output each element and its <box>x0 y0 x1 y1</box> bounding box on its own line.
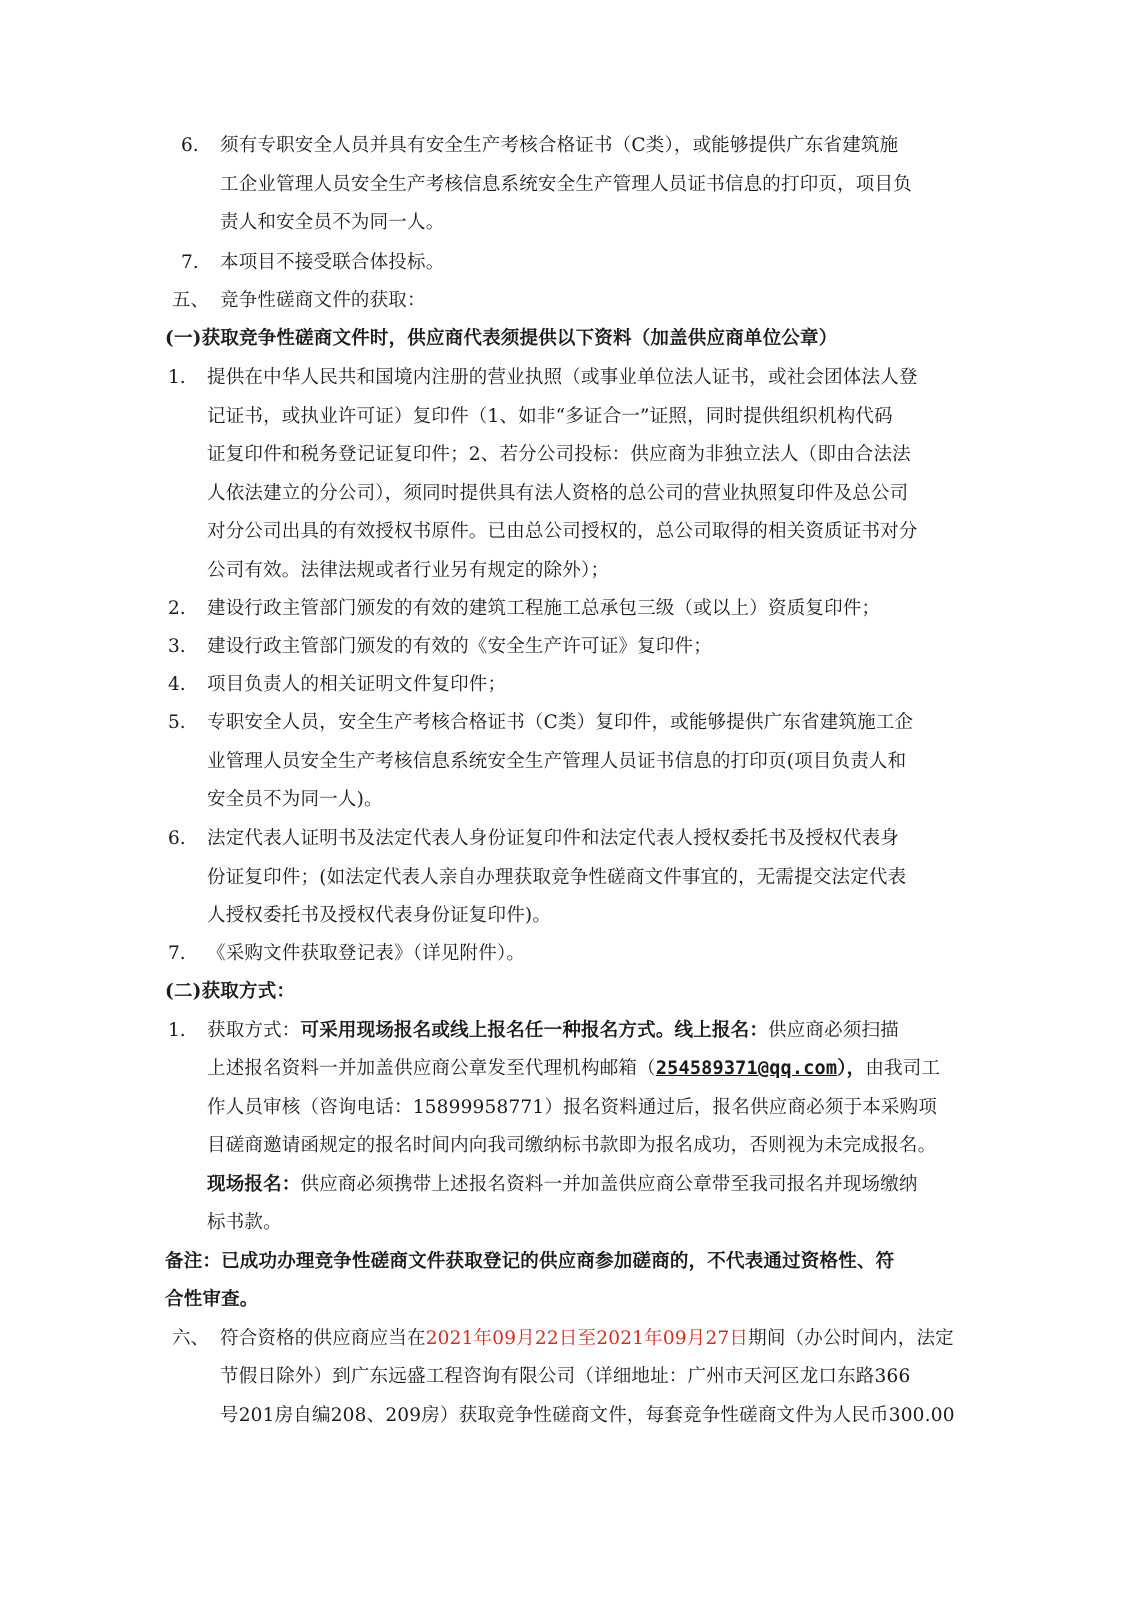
list-item-line: 安全员不为同一人)。 <box>207 789 383 810</box>
list-item-number: 4. <box>168 674 186 695</box>
onsite-label: 现场报名： <box>207 1174 301 1195</box>
method-text: 上述报名资料一并加盖供应商公章发至代理机构邮箱（ <box>207 1058 656 1079</box>
method-line <box>207 1056 940 1082</box>
list-item-number: 2. <box>168 598 186 619</box>
list-item-line: 人授权委托书及授权代表身份证复印件)。 <box>207 905 552 926</box>
list-item-line: 份证复印件；(如法定代表人亲自办理获取竞争性磋商文件事宜的，无需提交法定代表 <box>207 867 907 888</box>
list-item-number: 7. <box>168 943 186 964</box>
method-line <box>207 1018 899 1044</box>
paragraph-text: 期间（办公时间内，法定 <box>748 1328 954 1349</box>
subsection-heading: (一)获取竞争性磋商文件时，供应商代表须提供以下资料（加盖供应商单位公章） <box>165 328 838 349</box>
list-item-number: 1. <box>168 1020 186 1041</box>
paragraph-line: 须有专职安全人员并具有安全生产考核合格证书（C类），或能够提供广东省建筑施 <box>220 135 899 156</box>
list-item-line: 人依法建立的分公司），须同时提供具有法人资格的总公司的营业执照复印件及总公司 <box>207 483 909 504</box>
subsection-heading: (二)获取方式： <box>165 981 296 1002</box>
list-item-line: 公司有效。法律法规或者行业另有规定的除外）； <box>207 560 610 581</box>
date-range: 2021年09月22日至2021年09月27日 <box>425 1328 749 1349</box>
list-item-line: 建设行政主管部门颁发的有效的建筑工程施工总承包三级（或以上）资质复印件； <box>207 598 881 619</box>
list-item-line: 对分公司出具的有效授权书原件。已由总公司授权的，总公司取得的相关资质证书对分 <box>207 521 918 542</box>
list-item-line: 记证书，或执业许可证）复印件（1、如非“多证合一”证照，同时提供组织机构代码 <box>207 406 893 427</box>
list-item-line: 证复印件和税务登记证复印件；2、若分公司投标：供应商为非独立法人（即由合法法 <box>207 444 911 465</box>
list-item-number: 1. <box>168 367 186 388</box>
section-heading: 竞争性磋商文件的获取： <box>220 290 426 311</box>
method-line <box>207 1172 918 1198</box>
list-item-line: 《采购文件获取登记表》（详见附件）。 <box>207 943 526 964</box>
list-item-line: 业管理人员安全生产考核信息系统安全生产管理人员证书信息的打印页(项目负责人和 <box>207 751 907 772</box>
list-item-line: 项目负责人的相关证明文件复印件； <box>207 674 507 695</box>
method-line: 标书款。 <box>207 1212 282 1233</box>
item-number: 6. <box>181 135 199 156</box>
paragraph-line: 责人和安全员不为同一人。 <box>220 212 445 233</box>
email-link[interactable]: 254589371@qq.com <box>655 1058 838 1079</box>
paragraph-text: 符合资格的供应商应当在 <box>220 1328 426 1349</box>
list-item-line: 建设行政主管部门颁发的有效的《安全生产许可证》复印件； <box>207 636 712 657</box>
list-item-line: 法定代表人证明书及法定代表人身份证复印件和法定代表人授权委托书及授权代表身 <box>207 828 899 849</box>
method-bold-text: 可采用现场报名或线上报名任一种报名方式。线上报名： <box>300 1020 769 1041</box>
method-line: 作人员审核（咨询电话：15899958771）报名资料通过后，报名供应商必须于本采购项 <box>207 1097 938 1118</box>
list-item-number: 3. <box>168 636 186 657</box>
paragraph-line: 本项目不接受联合体投标。 <box>220 252 445 273</box>
method-text: 供应商必须携带上述报名资料一并加盖供应商公章带至我司报名并现场缴纳 <box>300 1174 918 1195</box>
note-line: 备注：已成功办理竞争性磋商文件获取登记的供应商参加磋商的，不代表通过资格性、符 <box>165 1251 895 1272</box>
paragraph-line <box>220 1326 954 1352</box>
method-label: 获取方式： <box>207 1020 301 1041</box>
item-number: 7. <box>181 252 199 273</box>
method-text: 由我司工 <box>865 1058 941 1079</box>
list-item-number: 6. <box>168 828 186 849</box>
paragraph-line: 节假日除外）到广东远盛工程咨询有限公司（详细地址：广州市天河区龙口东路366 <box>220 1366 911 1387</box>
method-text: 供应商必须扫描 <box>768 1020 899 1041</box>
method-text: ）， <box>837 1058 866 1079</box>
list-item-line: 专职安全人员，安全生产考核合格证书（C类）复印件，或能够提供广东省建筑施工企 <box>207 712 914 733</box>
paragraph-line: 号201房自编208、209房）获取竞争性磋商文件，每套竞争性磋商文件为人民币300.00 <box>220 1405 955 1426</box>
list-item-number: 5. <box>168 712 186 733</box>
list-item-line: 提供在中华人民共和国境内注册的营业执照（或事业单位法人证书，或社会团体法人登 <box>207 367 918 388</box>
paragraph-line: 工企业管理人员安全生产考核信息系统安全生产管理人员证书信息的打印页，项目负 <box>220 174 912 195</box>
section-number: 五、 <box>172 290 210 311</box>
note-line: 合性审查。 <box>165 1289 259 1310</box>
method-line: 目磋商邀请函规定的报名时间内向我司缴纳标书款即为报名成功，否则视为未完成报名。 <box>207 1135 937 1156</box>
section-number: 六、 <box>172 1328 210 1349</box>
